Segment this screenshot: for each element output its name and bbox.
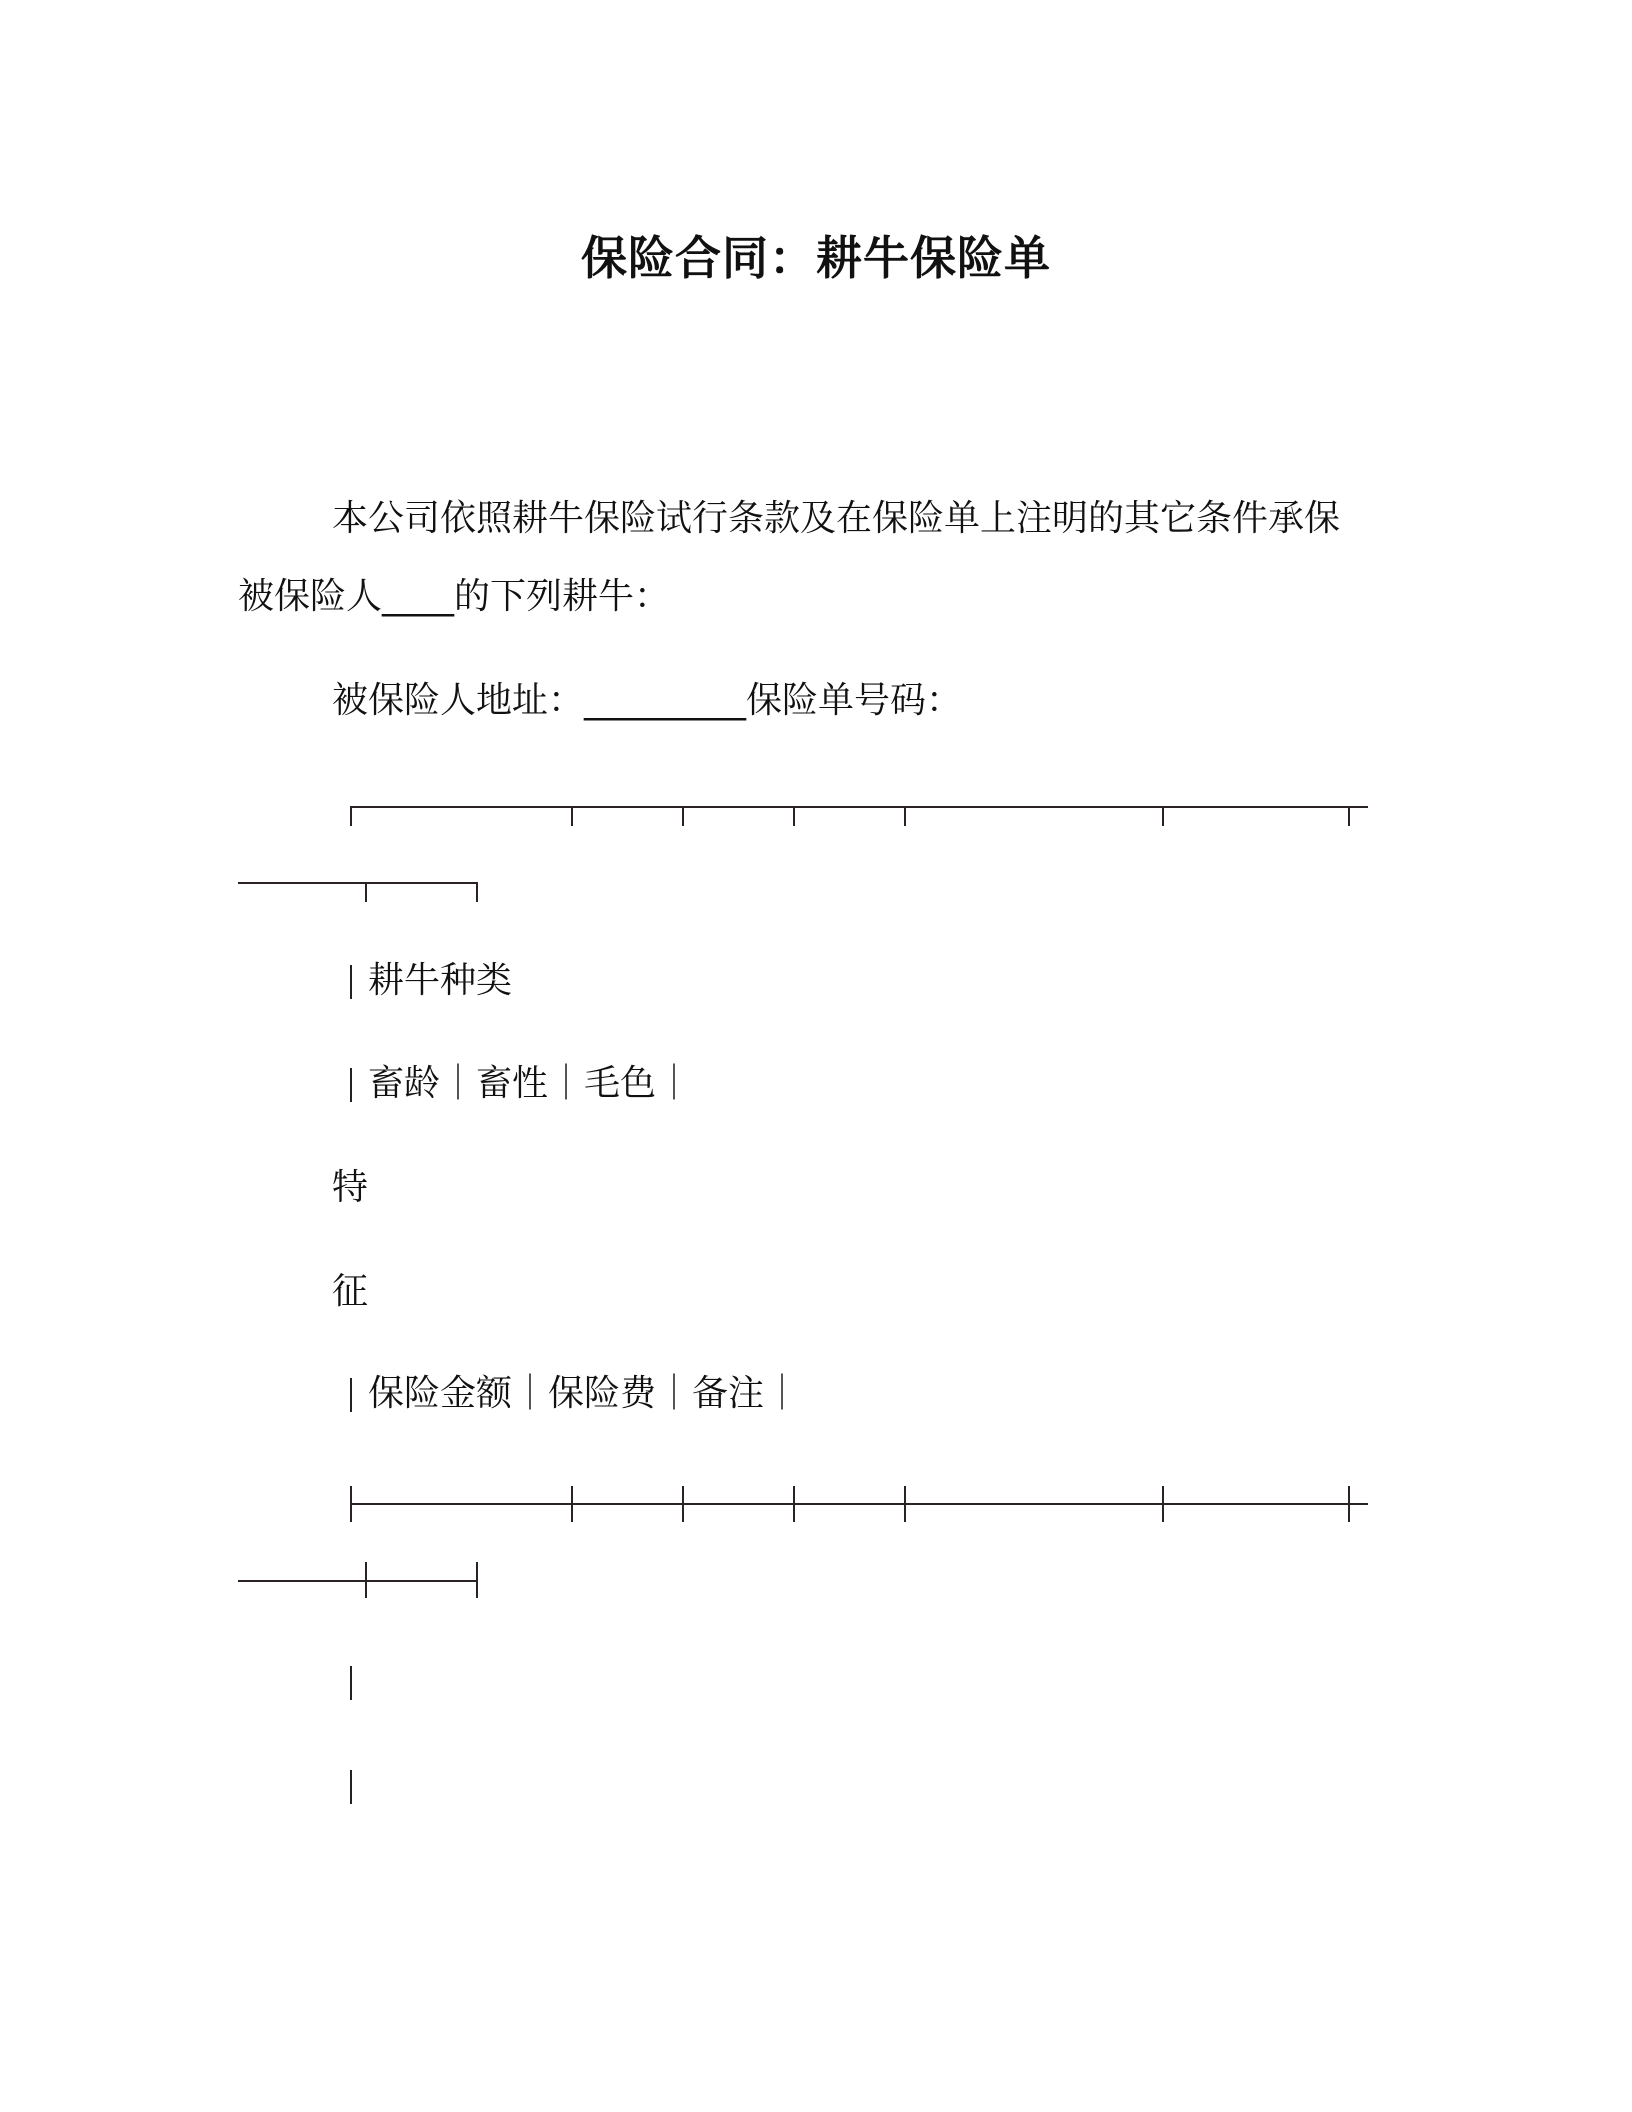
table-cell-divider bbox=[350, 1666, 352, 1700]
table-cell-divider bbox=[350, 1068, 352, 1102]
column-headers-amount-premium-notes: 保险金额｜保险费｜备注｜ bbox=[368, 1373, 801, 1414]
address-line: 被保险人地址：_________保险单号码： bbox=[332, 680, 963, 721]
column-headers-age-sex-color: 畜龄｜畜性｜毛色｜ bbox=[368, 1063, 693, 1104]
column-header-cattle-type: 耕牛种类 bbox=[368, 960, 513, 1001]
intro-line-1: 本公司依照耕牛保险试行条款及在保险单上注明的其它条件承保 bbox=[332, 498, 1341, 539]
table-cell-divider bbox=[350, 1770, 352, 1804]
table-cell-divider bbox=[350, 965, 352, 999]
page-title: 保险合同：耕牛保险单 bbox=[581, 231, 1051, 285]
table-cell-divider bbox=[350, 1378, 352, 1412]
column-header-feature-2: 征 bbox=[332, 1271, 369, 1312]
intro-line-2: 被保险人____的下列耕牛： bbox=[238, 576, 671, 617]
column-header-feature-1: 特 bbox=[332, 1167, 369, 1208]
